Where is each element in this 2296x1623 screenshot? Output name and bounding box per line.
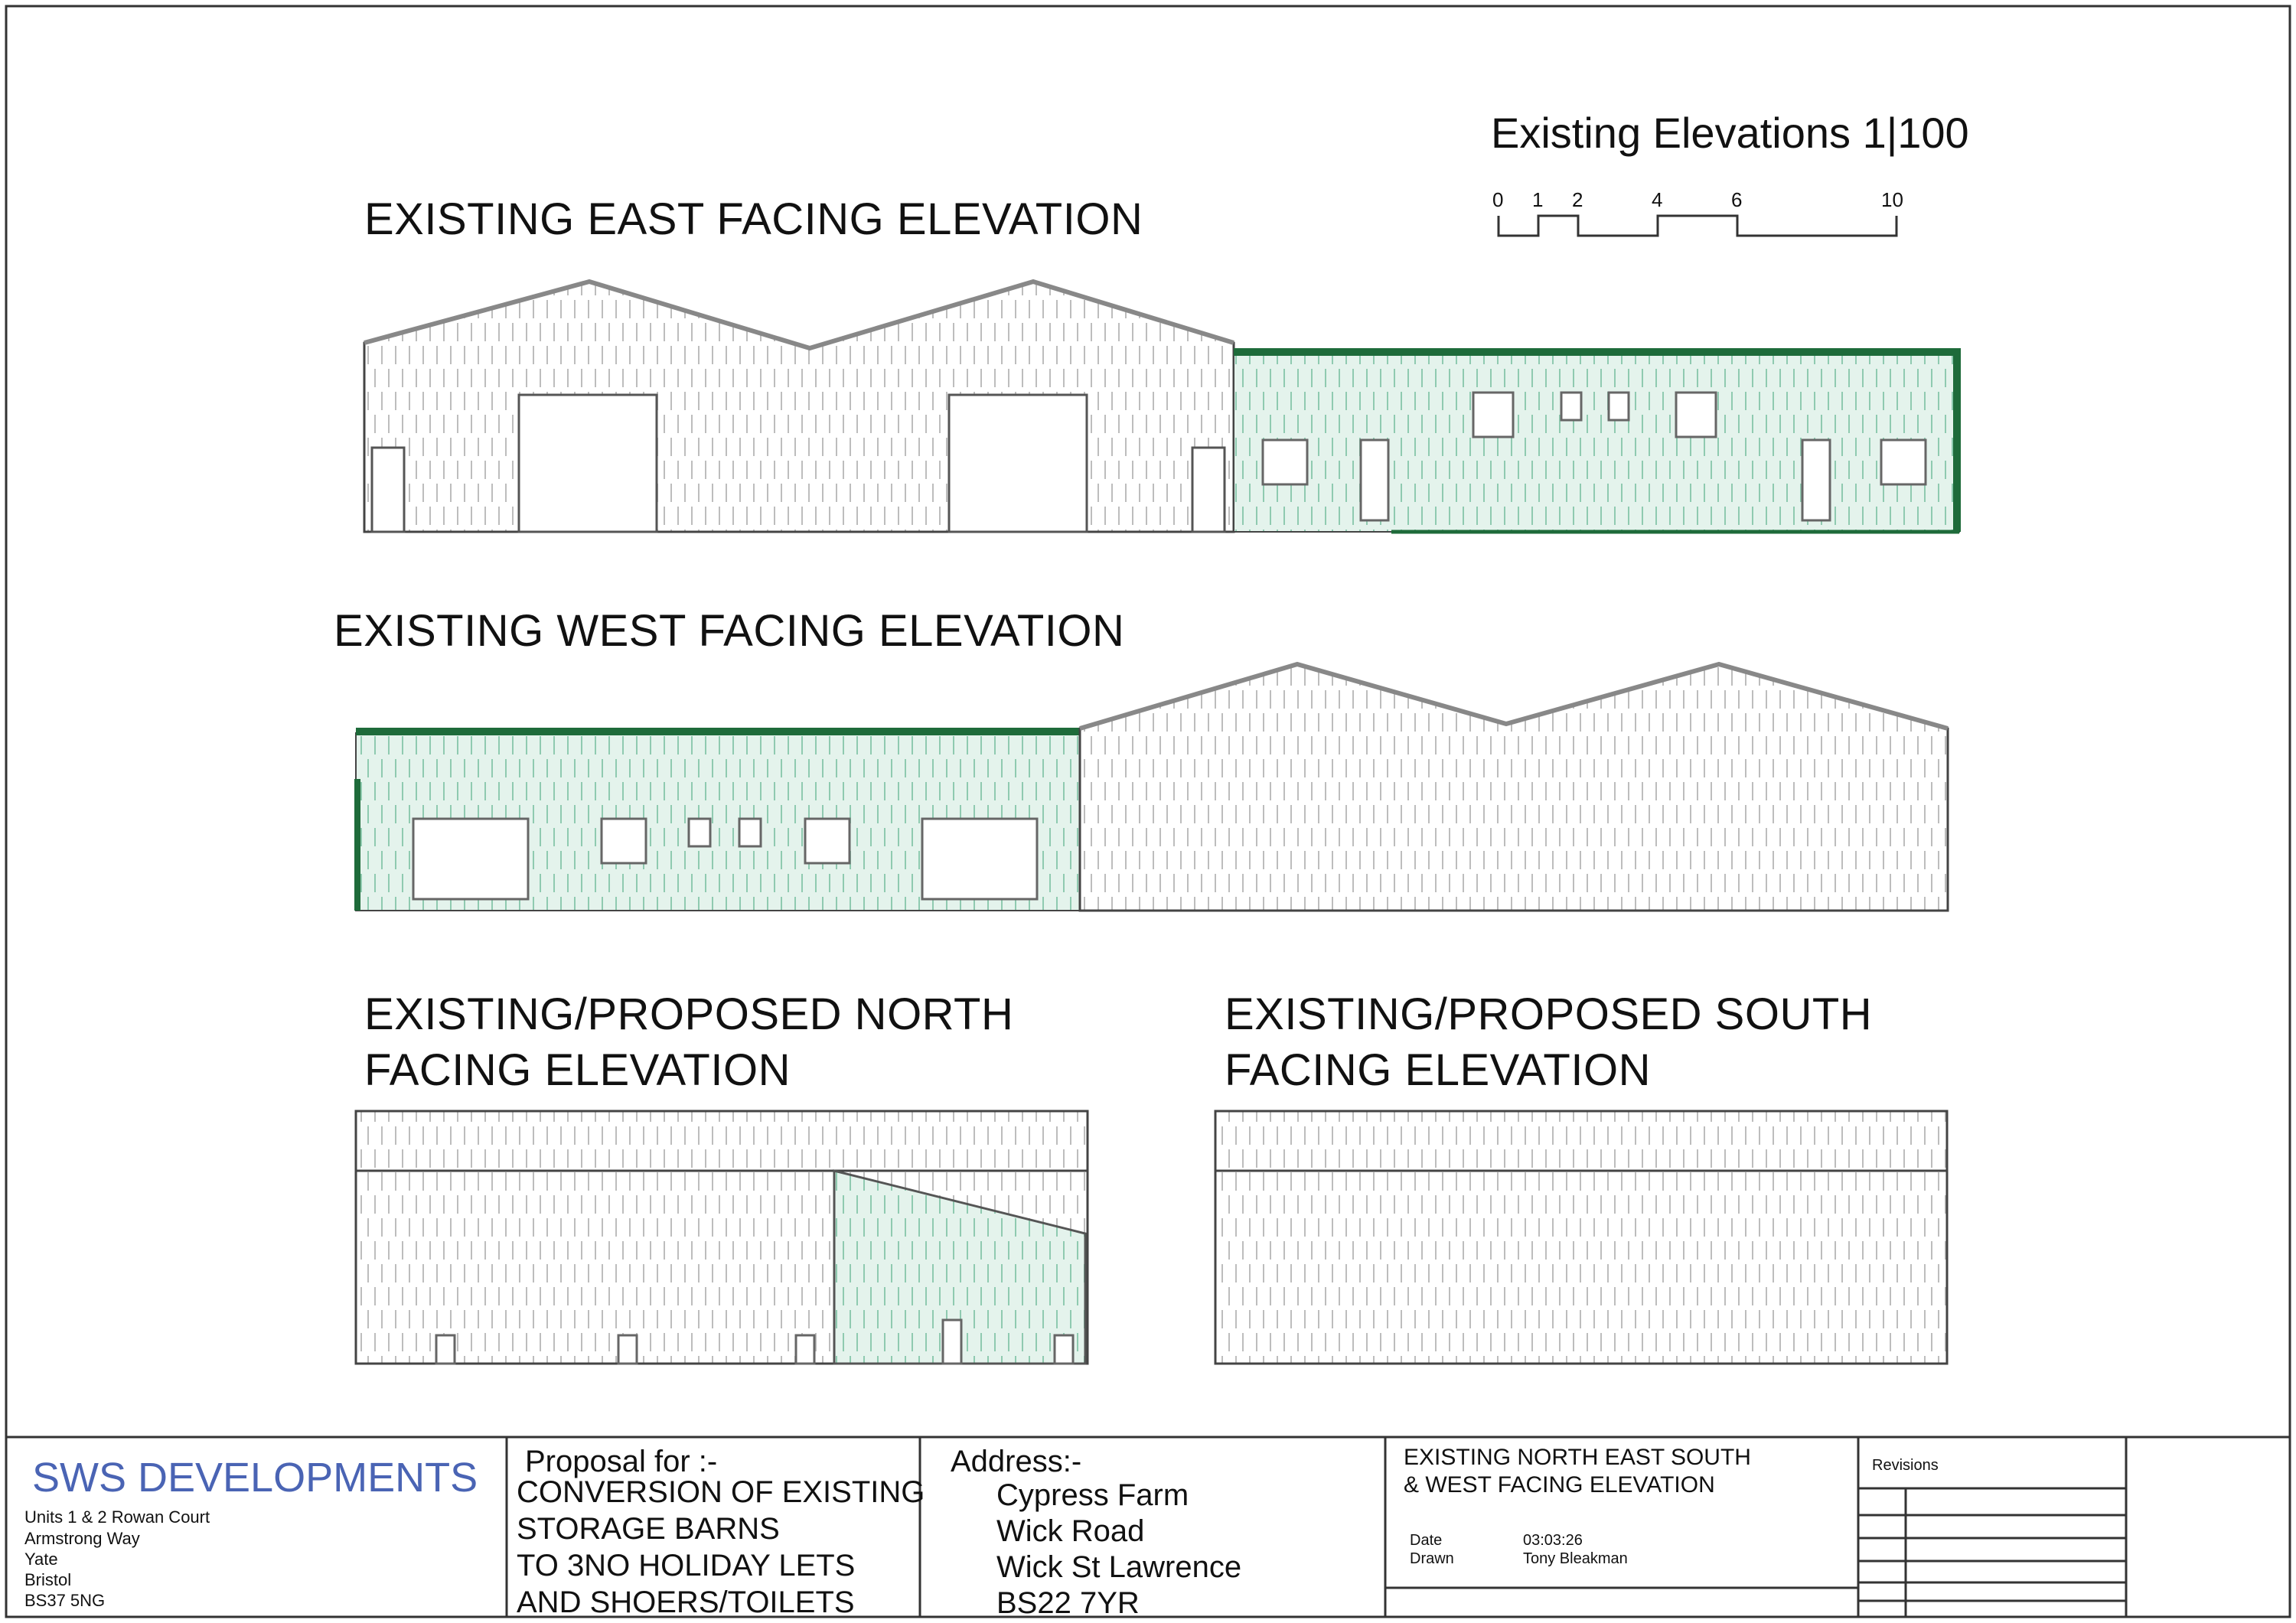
company-address-line: Bristol — [24, 1570, 72, 1589]
north-elevation — [356, 1111, 1088, 1364]
window — [689, 819, 710, 846]
scale-tick-label: 4 — [1652, 188, 1663, 211]
side-door — [1192, 448, 1225, 532]
address-heading: Address:- — [951, 1445, 1082, 1478]
scale-tick-label: 10 — [1881, 188, 1903, 211]
window — [922, 819, 1037, 899]
window — [1473, 393, 1513, 437]
address-line: Cypress Farm — [996, 1478, 1189, 1512]
south-elevation — [1215, 1111, 1947, 1364]
east-elevation-title: EXISTING EAST FACING ELEVATION — [364, 194, 1143, 244]
window — [413, 819, 528, 899]
drawing-title-line2: & WEST FACING ELEVATION — [1404, 1472, 1715, 1498]
date-value: 03:03:26 — [1523, 1532, 1583, 1549]
side-door — [372, 448, 404, 532]
barn-door-opening — [949, 395, 1087, 532]
west-elevation — [354, 664, 1948, 911]
window — [1263, 440, 1307, 484]
scale-bar — [1499, 216, 1896, 236]
address-line: Wick St Lawrence — [996, 1550, 1242, 1584]
window — [1676, 393, 1716, 437]
scale-title: Existing Elevations 1|100 — [1491, 109, 1969, 157]
window — [1881, 440, 1926, 484]
window — [1561, 393, 1581, 420]
address-line: Wick Road — [996, 1514, 1145, 1548]
scale-tick-label: 0 — [1492, 188, 1504, 211]
drawing-title-line1: EXISTING NORTH EAST SOUTH — [1404, 1445, 1751, 1470]
company-name: SWS DEVELOPMENTS — [32, 1455, 478, 1501]
north-elevation-title-line1: EXISTING/PROPOSED NORTH — [364, 989, 1014, 1039]
proposal-line: CONVERSION OF EXISTING — [517, 1475, 925, 1509]
drawn-label: Drawn — [1410, 1550, 1454, 1567]
window — [1609, 393, 1629, 420]
address-line: BS22 7YR — [996, 1586, 1140, 1620]
window — [805, 819, 850, 863]
south-elevation-title-line2: FACING ELEVATION — [1225, 1045, 1651, 1095]
south-elevation-title-line1: EXISTING/PROPOSED SOUTH — [1225, 989, 1873, 1039]
company-address-line: Armstrong Way — [24, 1529, 140, 1548]
scale-tick-label: 6 — [1731, 188, 1743, 211]
company-address-line: BS37 5NG — [24, 1591, 106, 1610]
west-elevation-title: EXISTING WEST FACING ELEVATION — [334, 606, 1125, 656]
proposal-line: STORAGE BARNS — [517, 1512, 780, 1546]
scale-tick-label: 1 — [1532, 188, 1544, 211]
barn-door-opening — [519, 395, 657, 532]
window — [602, 819, 646, 863]
date-label: Date — [1410, 1532, 1443, 1549]
east-elevation — [364, 282, 1961, 532]
door — [1802, 440, 1830, 520]
door — [1361, 440, 1388, 520]
scale-tick-label: 2 — [1572, 188, 1583, 211]
proposal-line: AND SHOERS/TOILETS — [517, 1586, 855, 1619]
proposal-heading: Proposal for :- — [525, 1445, 718, 1478]
north-elevation-title-line2: FACING ELEVATION — [364, 1045, 791, 1095]
window — [739, 819, 761, 846]
proposal-line: TO 3NO HOLIDAY LETS — [517, 1549, 856, 1582]
company-address-line: Yate — [24, 1550, 58, 1569]
drawn-value: Tony Bleakman — [1523, 1550, 1628, 1567]
company-address-line: Units 1 & 2 Rowan Court — [24, 1507, 210, 1527]
revisions-label: Revisions — [1872, 1457, 1939, 1474]
